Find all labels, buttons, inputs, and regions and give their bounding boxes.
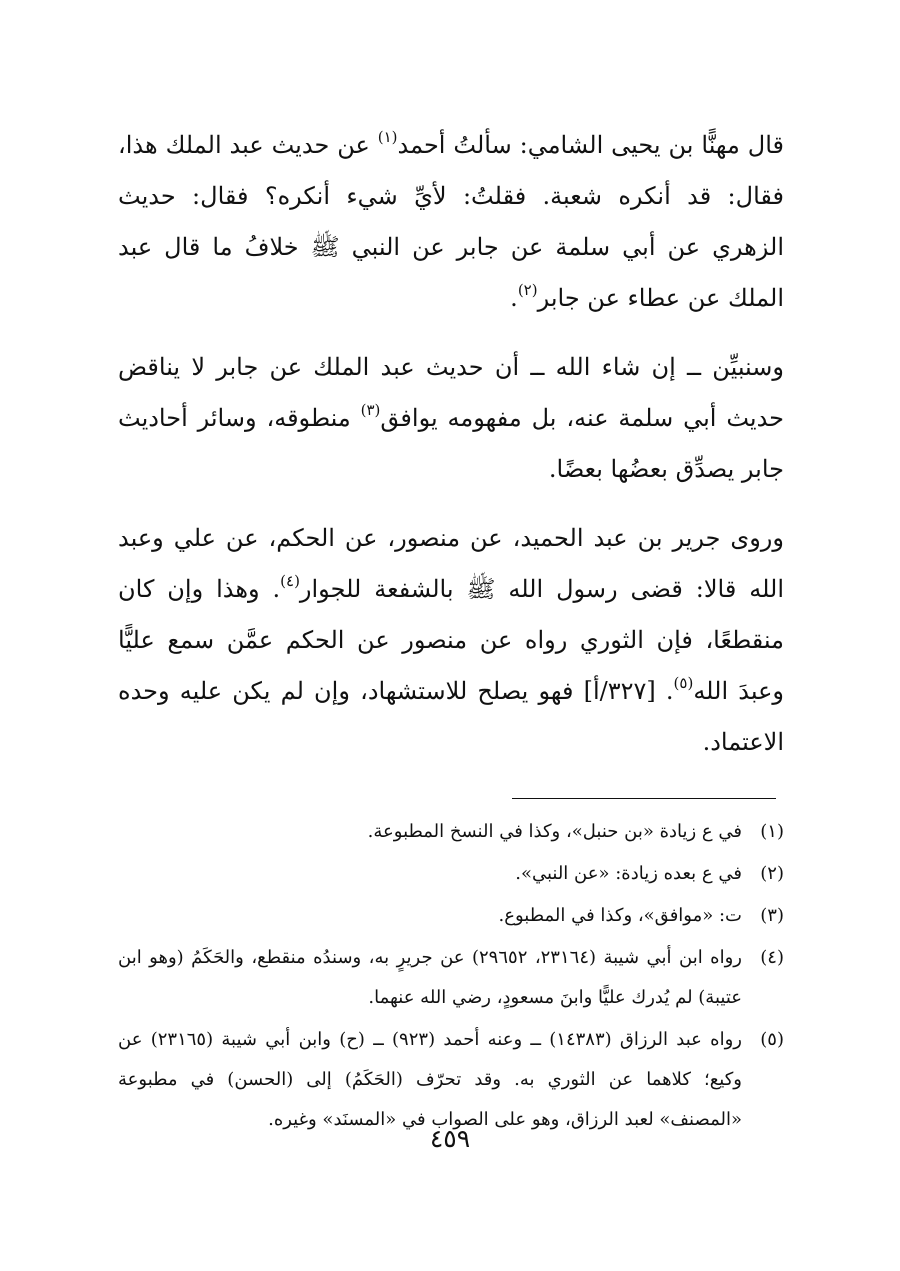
footnote-ref-2[interactable]: (٢) <box>517 281 538 299</box>
footnote-text: في ع زيادة «بن حنبل»، وكذا في النسخ المطبوعة. <box>367 821 742 842</box>
paragraph-2-text-b: منطوقه، وسائر أحاديث جابر يصدِّق بعضُها بعضًا. <box>118 404 784 483</box>
footnotes <box>118 812 784 1142</box>
footnote-text: رواه عبد الرزاق (١٤٣٨٣) ــ وعنه أحمد (٩٢٣) ــ (ح) وابن أبي شيبة (٢٣١٦٥) عن وكيع؛ كلاهما عن الثوري به. وقد تحرّف (الحَكَمُ) إلى (الحسن) في مطبوعة «المصنف» لعبد الرزاق، وهو على الصواب في «المسنَد» وغيره. <box>118 1029 742 1130</box>
paragraph-1-text-c: . <box>510 284 518 312</box>
footnote-number: (٢) <box>760 863 784 884</box>
paragraph-3 <box>118 513 784 768</box>
paragraph-3-text-b: . وهذا وإن كان منقطعًا، فإن الثوري رواه عن منصور عن الحكم عمَّن سمع عليًّا وعبدَ الله <box>118 575 785 705</box>
footnote-1 <box>118 812 784 852</box>
paragraph-3-text-c: . [٣٢٧/أ] فهو يصلح للاستشهاد، وإن لم يكن عليه وحده الاعتماد. <box>118 677 784 756</box>
footnote-number: (١) <box>760 821 784 842</box>
paragraph-3-text-a: وروى جرير بن عبد الحميد، عن منصور، عن الحكم، عن علي وعبد الله قالا: قضى رسول الله ﷺ بالشفعة للجوار <box>118 524 784 603</box>
paragraph-2 <box>118 342 784 495</box>
paragraph-1-text-b: عن حديث عبد الملك هذا، فقال: قد أنكره شعبة. فقلتُ: لأيِّ شيء أنكره؟ فقال: حديث الزهري عن أبي سلمة عن جابر عن النبي ﷺ خلافُ ما قال عبد الملك عن عطاء عن جابر <box>118 131 784 312</box>
footnote-ref-3[interactable]: (٣) <box>360 401 381 419</box>
paragraph-1-text-a: قال مهنًّا بن يحيى الشامي: سألتُ أحمد <box>397 131 784 159</box>
footnote-number: (٤) <box>760 947 784 968</box>
paragraph-1 <box>118 120 784 324</box>
footnote-4 <box>118 938 784 1018</box>
footnote-2 <box>118 854 784 894</box>
footnote-ref-5[interactable]: (٥) <box>673 674 694 692</box>
footnote-ref-4[interactable]: (٤) <box>280 572 300 590</box>
main-text <box>118 120 784 768</box>
footnote-number: (٥) <box>760 1029 784 1050</box>
footnote-text: ت: «موافق»، وكذا في المطبوع. <box>498 905 742 926</box>
page-number: ٤٥٩ <box>429 1124 471 1153</box>
footnote-divider <box>512 798 776 799</box>
footnote-ref-1[interactable]: (١) <box>377 128 398 146</box>
paragraph-2-text-a: وسنبيِّن ــ إن شاء الله ــ أن حديث عبد الملك عن جابر لا يناقض حديث أبي سلمة عنه، بل مفهومه يوافق <box>118 353 785 432</box>
footnote-text: رواه ابن أبي شيبة (٢٣١٦٤، ٢٩٦٥٢) عن جريرٍ به، وسندُه منقطع، والحَكَمُ (وهو ابن عتيبة) لم يُدرك عليًّا وابنَ مسعودٍ، رضي الله عنهما. <box>118 947 743 1008</box>
footnote-text: في ع بعده زيادة: «عن النبي». <box>515 863 742 884</box>
footnote-number: (٣) <box>760 905 784 926</box>
footnote-3 <box>118 896 784 936</box>
footnote-5 <box>118 1020 784 1140</box>
